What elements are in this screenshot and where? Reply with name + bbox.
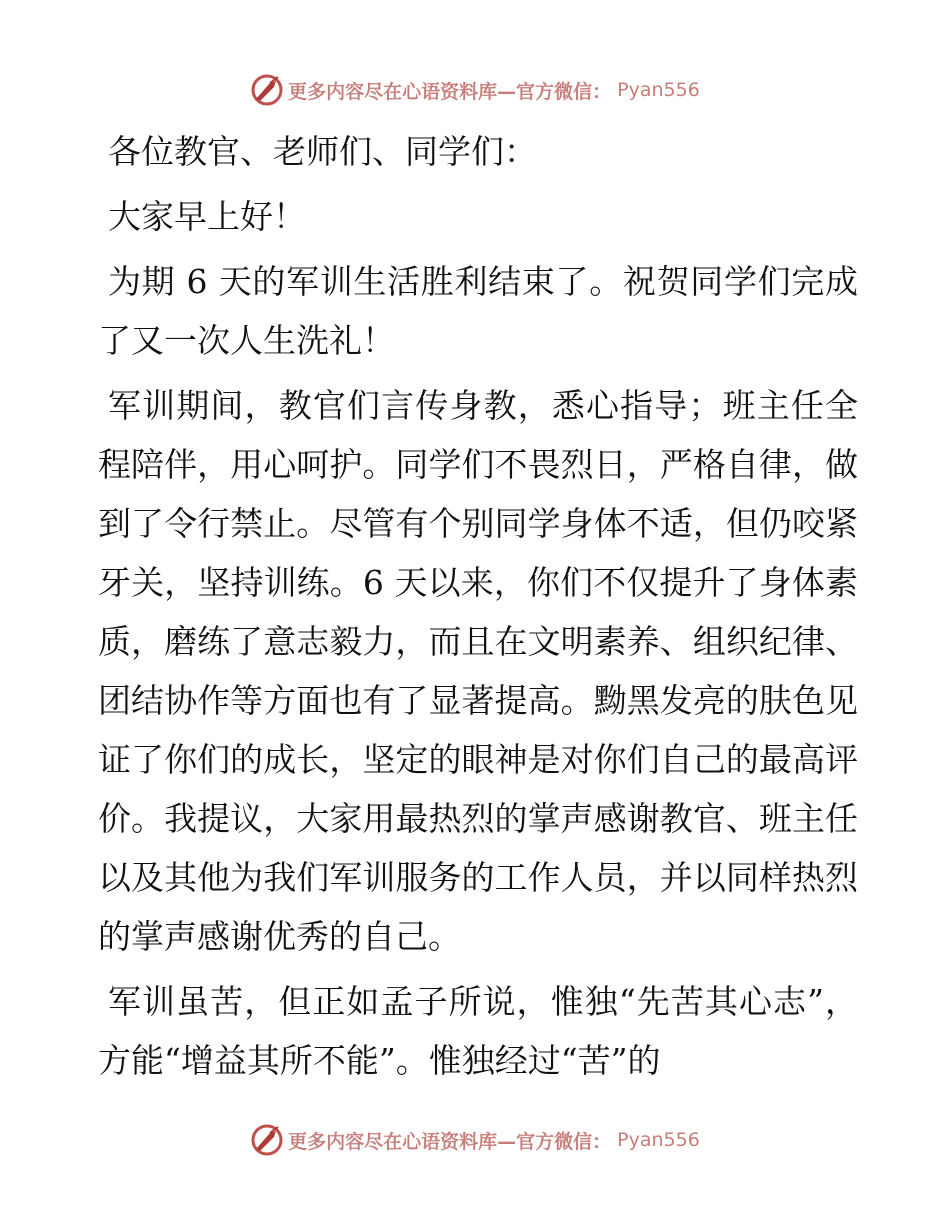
paragraph-1: 为期 6 天的军训生活胜利结束了。祝贺同学们完成了又一次人生洗礼！ <box>98 262 858 360</box>
document-body <box>98 122 858 1090</box>
red-quill-logo-icon <box>250 1123 284 1157</box>
footer-banner <box>0 1120 950 1160</box>
footer-banner-text: 更多内容尽在心语资料库—官方微信： <box>288 1130 612 1153</box>
paragraph-3: 军训虽苦，但正如孟子所说，惟独“先苦其心志”，方能“增益其所不能”。惟独经过“苦”的 <box>98 982 858 1080</box>
footer-wechat-id: Pyan556 <box>617 1129 700 1151</box>
header-banner <box>0 70 950 110</box>
banner-text: 更多内容尽在心语资料库—官方微信： <box>288 80 612 103</box>
paragraph-2: 军训期间，教官们言传身教，悉心指导；班主任全程陪伴，用心呵护。同学们不畏烈日，严格自律，做到了令行禁止。尽管有个别同学身体不适，但仍咬紧牙关，坚持训练。6 天以来，你们不仅提升了身体素质，磨练了意志毅力，而且在文明素养、组织纪律、团结协作等方面也有了显著提高。黝黑发亮的肤色见证了你们的成长，坚定的眼神是对你们自己的最高评价。我提议，大家用最热烈的掌声感谢教官、班主任以及其他为我们军训服务的工作人员，并以同样热烈的掌声感谢优秀的自己。 <box>98 386 858 956</box>
salutation: 各位教官、老师们、同学们： <box>108 132 537 171</box>
red-quill-logo-icon <box>250 73 284 107</box>
wechat-id: Pyan556 <box>617 79 700 101</box>
greeting: 大家早上好！ <box>108 197 306 236</box>
